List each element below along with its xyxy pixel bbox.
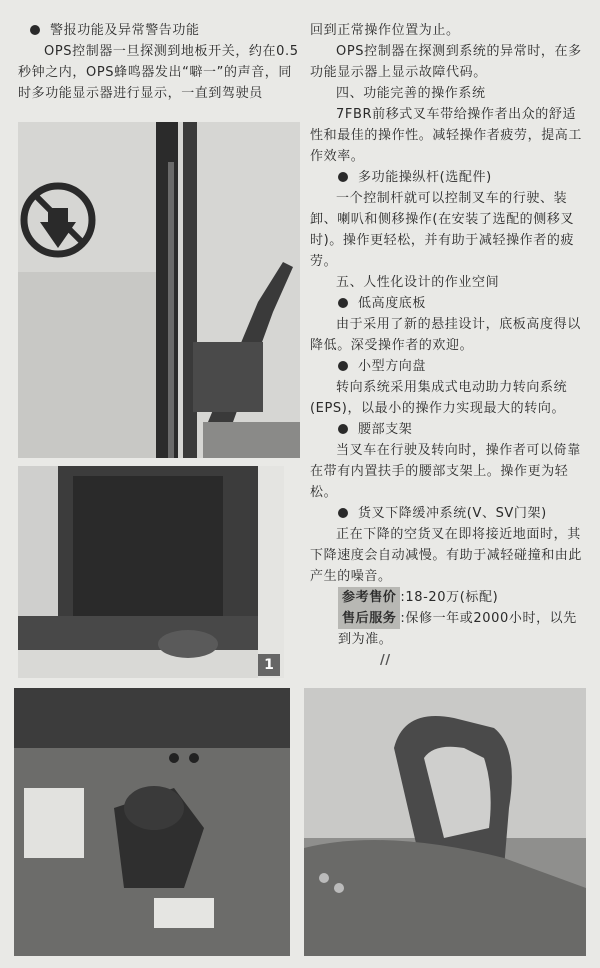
fork-paragraph: 正在下降的空货叉在即将接近地面时，其下降速度会自动减慢。有助于减轻碰撞和由此产生的噪音。 xyxy=(310,527,583,584)
back-support-illustration xyxy=(304,688,586,956)
bullet-icon xyxy=(30,25,40,35)
service-label: 售后服务 xyxy=(338,608,400,629)
alarm-heading xyxy=(18,20,300,41)
floor-step-photo xyxy=(18,466,284,678)
ops-paragraph: OPS控制器在探测到系统的异常时，在多功能显示器上显示故障代码。 xyxy=(310,44,582,80)
wheel-heading xyxy=(310,356,586,377)
7fbr-paragraph: 7FBR前移式叉车带给操作者出众的舒适性和最佳的操作性。减轻操作者疲劳，提高工作效率。 xyxy=(310,107,583,164)
bullet-icon xyxy=(338,508,348,518)
back-heading-text: 腰部支架 xyxy=(358,422,413,437)
back-paragraph: 当叉车在行驶及转向时，操作者可以倚靠在带有内置扶手的腰部支架上。操作更为轻松。 xyxy=(310,443,581,500)
alarm-paragraph: OPS控制器一旦探测到地板开关，约在0.5秒钟之内，OPS蜂鸣器发出“噼一”的声音，同时多功能显示器进行显示，一直到驾驶员 xyxy=(18,44,299,101)
floor-heading xyxy=(310,293,586,314)
forklift-mast-photo xyxy=(18,122,300,458)
joystick-heading-text: 多功能操纵杆(选配件) xyxy=(358,170,492,185)
floor-heading-text: 低高度底板 xyxy=(358,296,427,311)
bullet-icon xyxy=(338,172,348,182)
left-text-block xyxy=(18,20,300,104)
control-panel-photo xyxy=(14,688,290,956)
joystick-heading xyxy=(310,167,586,188)
fork-heading xyxy=(310,503,586,524)
price-line xyxy=(310,587,586,608)
price-label: 参考售价 xyxy=(338,587,400,608)
control-panel-illustration xyxy=(14,688,290,956)
bullet-icon xyxy=(338,424,348,434)
figure-number-badge: 1 xyxy=(258,654,280,676)
back-heading xyxy=(310,419,586,440)
fork-heading-text: 货叉下降缓冲系统(V、SV门架) xyxy=(358,506,547,521)
end-mark-icon: // xyxy=(380,653,391,668)
back-support-photo xyxy=(304,688,586,956)
forklift-mast-illustration xyxy=(18,122,300,458)
right-text-block xyxy=(310,20,586,671)
section-5-heading: 五、人性化设计的作业空间 xyxy=(336,275,500,290)
floor-paragraph: 由于采用了新的悬挂设计，底板高度得以降低。深受操作者的欢迎。 xyxy=(310,317,581,353)
continuation-text: 回到正常操作位置为止。 xyxy=(310,23,460,38)
wheel-paragraph: 转向系统采用集成式电动助力转向系统(EPS)，以最小的操作力实现最大的转向。 xyxy=(310,380,568,416)
service-line xyxy=(310,608,586,650)
alarm-heading-text: 警报功能及异常警告功能 xyxy=(50,23,200,38)
bullet-icon xyxy=(338,361,348,371)
price-value: :18-20万(标配) xyxy=(400,590,499,605)
floor-step-illustration xyxy=(18,466,284,678)
bullet-icon xyxy=(338,298,348,308)
wheel-heading-text: 小型方向盘 xyxy=(358,359,427,374)
joystick-paragraph: 一个控制杆就可以控制叉车的行驶、装卸、喇叭和侧移操作(在安装了选配的侧移叉时)。操作更轻松，并有助于减轻操作者的疲劳。 xyxy=(310,191,575,269)
section-4-heading: 四、功能完善的操作系统 xyxy=(336,86,486,101)
service-value: :保修一年或2000小时，以先到为准。 xyxy=(338,611,577,647)
